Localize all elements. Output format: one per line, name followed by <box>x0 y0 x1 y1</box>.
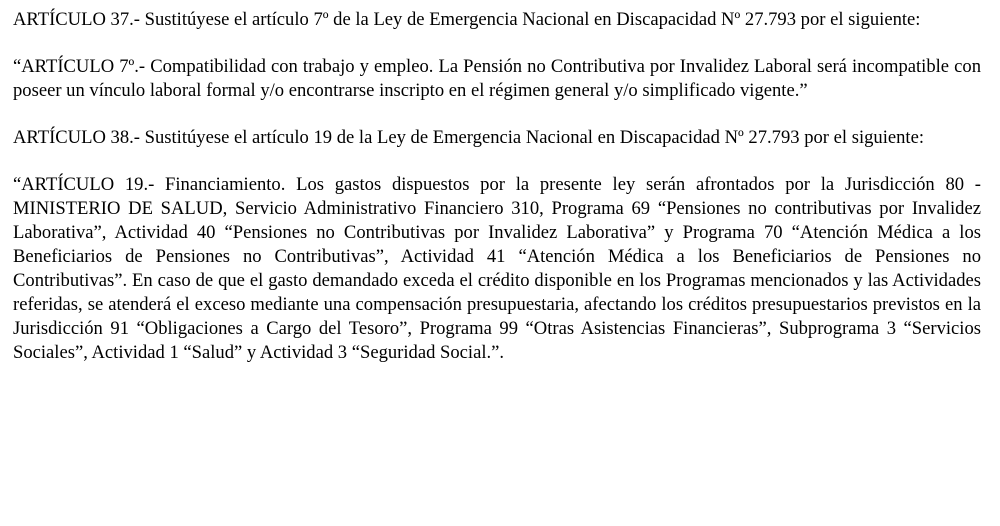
article-37-amendment-paragraph: ARTÍCULO 37.- Sustitúyese el artículo 7º de la Ley de Emergencia Nacional en Discapacidad Nº 27.793 por el siguiente: <box>13 9 921 30</box>
paragraph-spacer <box>13 32 981 55</box>
paragraph-spacer <box>13 103 981 126</box>
article-19-text-paragraph: “ARTÍCULO 19.- Financiamiento. Los gastos dispuestos por la presente ley serán afrontados por la Jurisdicción 80 - MINISTERIO DE SALUD, Servicio Administrativo Financiero 310, Programa 69 “Pensiones no contributivas por Invalidez Laborativa”, Actividad 40 “Pensiones no Contributivas por Invalidez Laborativa” y Programa 70 “Atención Médica a los Beneficiarios de Pensiones no Contributivas”, Actividad 41 “Atención Médica a los Beneficiarios de Pensiones no Contributivas”. En caso de que el gasto demandado exceda el crédito disponible en los Programas mencionados y las Actividades referidas, se atenderá el exceso mediante una compensación presupuestaria, afectando los créditos presupuestarios previstos en la Jurisdicción 91 “Obligaciones a Cargo del Tesoro”, Programa 99 “Otras Asistencias Financieras”, Subprograma 3 “Servicios Sociales”, Actividad 1 “Salud” y Actividad 3 “Seguridad Social.”. <box>13 174 981 363</box>
article-38-amendment-paragraph: ARTÍCULO 38.- Sustitúyese el artículo 19 de la Ley de Emergencia Nacional en Discapacidad Nº 27.793 por el siguiente: <box>13 127 925 148</box>
paragraph-spacer <box>13 150 981 173</box>
document-page <box>13 8 981 365</box>
article-7-text-paragraph: “ARTÍCULO 7º.- Compatibilidad con trabajo y empleo. La Pensión no Contributiva por Invalidez Laboral será incompatible con poseer un vínculo laboral formal y/o encontrarse inscripto en el régimen general y/o simplificado vigente.” <box>13 56 981 101</box>
